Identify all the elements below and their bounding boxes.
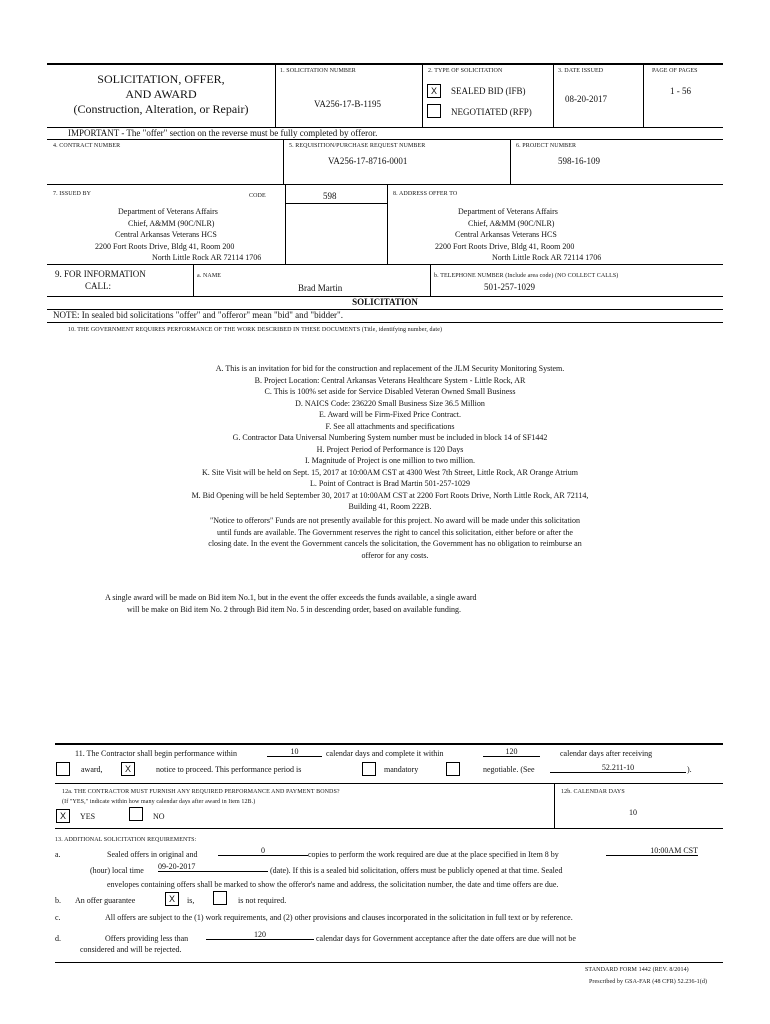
description-line: F. See all attachments and specifications	[325, 421, 455, 431]
address-line: North Little Rock AR 72114 1706	[492, 253, 602, 262]
solicitation-number-value[interactable]: VA256-17-B-1195	[314, 99, 381, 109]
divider	[387, 184, 388, 264]
negotiated-label: NEGOTIATED (RFP)	[451, 107, 532, 117]
calendar-days-label: 12b. CALENDAR DAYS	[561, 789, 625, 795]
title-line: AND AWARD	[125, 87, 197, 101]
rule	[47, 322, 723, 323]
rule	[55, 828, 723, 829]
description-line: M. Bid Opening will be held September 30, 2017 at 10:00AM CST at 2200 Fort Roots Drive, North Little Rock, AR 72114,	[191, 490, 589, 500]
rule	[55, 743, 723, 745]
date-issued-label: 3. DATE ISSUED	[558, 68, 604, 74]
yes-label: YES	[80, 812, 96, 821]
contract-number-label: 4. CONTRACT NUMBER	[53, 143, 121, 149]
divider	[283, 139, 284, 184]
for-information-label	[55, 268, 146, 292]
address-line: Department of Veterans Affairs	[458, 207, 558, 216]
rule	[47, 264, 723, 265]
solicitation-number-label: 1. SOLICITATION NUMBER	[280, 68, 356, 74]
notice-to-proceed-checkbox[interactable]: X	[121, 762, 135, 776]
complete-days-value[interactable]: 120	[483, 747, 540, 757]
start-days-value[interactable]: 10	[267, 747, 322, 757]
item-b-is: is,	[187, 896, 195, 905]
address-offer-to	[435, 206, 665, 264]
item-a-text5: envelopes containing offers shall be marked to show the offeror's name and address, the solicitation number, the date and time offers are due.	[107, 880, 559, 889]
issued-by-address	[95, 206, 295, 264]
description-line: B. Project Location: Central Arkansas Veterans Healthcare System - Little Rock, AR	[254, 375, 526, 385]
address-line: 2200 Fort Roots Drive, Bldg 41, Room 200	[95, 241, 235, 251]
item-a-text2: copies to perform the work required are due at the place specified in Item 8 by	[308, 850, 559, 859]
project-number-label: 6. PROJECT NUMBER	[516, 143, 577, 149]
no-label: NO	[153, 812, 165, 821]
address-offer-to-label: 8. ADDRESS OFFER TO	[393, 191, 458, 197]
top-border	[47, 63, 723, 65]
notice-line: until funds are available. The Government reserves the right to cancel this solicitation, either before or after the	[217, 527, 573, 537]
calendar-days-value[interactable]: 10	[629, 808, 637, 817]
description-line: C. This is 100% set aside for Service Disabled Veteran Owned Small Business	[264, 387, 516, 396]
sealed-bid-note: NOTE: In sealed bid solicitations "offer" and "offeror" mean "bid" and "bidder".	[53, 310, 343, 320]
description-line: K. Site Visit will be held on Sept. 15, 2017 at 10:00AM CST at 4300 West 7th Street, Little Rock, AR Orange Atrium	[202, 467, 578, 477]
item-b-text1: An offer guarantee	[75, 896, 136, 905]
page-of-pages-label: PAGE OF PAGES	[652, 68, 698, 74]
requisition-number-value[interactable]: VA256-17-8716-0001	[328, 156, 408, 166]
label-line: CALL:	[85, 281, 111, 291]
award-label: award,	[81, 765, 103, 774]
award-line: A single award will be made on Bid item No.1, but in the event the offer exceeds the funds available, a single award	[105, 593, 477, 602]
rule	[55, 962, 723, 963]
requisition-number-label: 5. REQUISITION/PURCHASE REQUEST NUMBER	[289, 143, 426, 149]
notice-to-offerors	[130, 515, 660, 561]
guarantee-is-checkbox[interactable]: X	[165, 892, 179, 906]
description-line: L. Point of Contract is Brad Martin 501-257-1029	[310, 479, 470, 488]
bonds-yes-checkbox[interactable]: X	[56, 809, 70, 823]
notice-line: closing date. In the event the Government cancels the solicitation, the Government has no obligation to reimburse an	[208, 539, 582, 548]
divider	[643, 63, 644, 128]
item-a-text4: (date). If this is a sealed bid solicitation, offers must be publicly opened at that time. Sealed	[270, 866, 563, 875]
address-line: Central Arkansas Veterans HCS	[455, 230, 557, 239]
code-value[interactable]: 598	[323, 191, 337, 201]
due-time-value[interactable]: 10:00AM CST	[606, 846, 698, 856]
item-d-text2: calendar days for Government acceptance after the date offers are due will not be	[316, 934, 576, 943]
negotiated-checkbox[interactable]	[427, 104, 441, 118]
sealed-bid-label: SEALED BID (IFB)	[451, 86, 526, 96]
address-line: Central Arkansas Veterans HCS	[115, 230, 217, 239]
name-label: a. NAME	[197, 273, 222, 279]
item-c-text: All offers are subject to the (1) work requirements, and (2) other provisions and clauses incorporated in the solicitation in full text or by reference.	[105, 913, 573, 922]
divider	[510, 139, 511, 184]
project-number-value[interactable]: 598-16-109	[558, 156, 600, 166]
bonds-label: 12a. THE CONTRACTOR MUST FURNISH ANY REQUIRED PERFORMANCE AND PAYMENT BONDS?	[62, 789, 340, 795]
description-line: H. Project Period of Performance is 120 Days	[316, 444, 464, 454]
description-line: D. NAICS Code: 236220 Small Business Size 36.5 Million	[295, 398, 485, 408]
guarantee-is-not-checkbox[interactable]	[213, 891, 227, 905]
address-line: Chief, A&MM (90C/NLR)	[128, 218, 215, 228]
prescribed-by: Prescribed by GSA-FAR (48 CFR) 52.236-1(d)	[589, 979, 708, 985]
description-line: I. Magnitude of Project is one million to two million.	[305, 456, 475, 465]
item-d-text3: considered and will be rejected.	[80, 945, 182, 954]
additional-requirements-label: 13. ADDITIONAL SOLICITATION REQUIREMENTS:	[55, 837, 197, 843]
description-line: G. Contractor Data Universal Numbering System number must be included in block 14 of SF1442	[232, 433, 548, 442]
divider	[275, 63, 276, 128]
divider	[193, 264, 194, 296]
telephone-value[interactable]: 501-257-1029	[484, 282, 535, 292]
divider	[553, 63, 554, 128]
item-a-text1: Sealed offers in original and	[107, 850, 198, 859]
rule	[47, 184, 723, 185]
due-date-value[interactable]: 09-20-2017	[158, 862, 268, 872]
item11-text1: 11. The Contractor shall begin performance within	[75, 749, 237, 758]
negotiable-checkbox[interactable]	[446, 762, 460, 776]
item-b-letter: b.	[55, 896, 61, 905]
award-checkbox[interactable]	[56, 762, 70, 776]
notice-to-proceed-label: notice to proceed. This performance period is	[156, 765, 302, 774]
solicitation-heading: SOLICITATION	[352, 297, 418, 307]
item-d-text1: Offers providing less than	[105, 934, 189, 943]
title-line: SOLICITATION, OFFER,	[97, 72, 225, 86]
code-label: CODE	[249, 193, 266, 199]
label-line: 9. FOR INFORMATION	[55, 269, 146, 279]
form-title	[47, 72, 275, 117]
item-a-letter: a.	[55, 850, 61, 859]
address-line: Department of Veterans Affairs	[118, 207, 218, 216]
divider	[554, 783, 555, 828]
copies-value[interactable]: 0	[218, 846, 308, 856]
telephone-label: b. TELEPHONE NUMBER (Include area code) (NO COLLECT CALLS)	[434, 273, 619, 279]
page-of-pages-value: 1 - 56	[670, 86, 691, 96]
rule	[285, 203, 387, 204]
divider	[430, 264, 431, 296]
contact-name[interactable]: Brad Martin	[298, 283, 343, 293]
notice-line: "Notice to offerors" Funds are not presently available for this project. No award will be made under this solicitation	[209, 516, 581, 525]
address-line: North Little Rock AR 72114 1706	[152, 253, 262, 262]
acceptance-days-value[interactable]: 120	[206, 930, 314, 940]
description-line: Building 41, Room 222B.	[348, 502, 432, 511]
award-statement	[105, 592, 665, 615]
item-d-letter: d.	[55, 934, 61, 943]
form-number: STANDARD FORM 1442 (REV. 8/2014)	[585, 967, 689, 973]
mandatory-checkbox[interactable]	[362, 762, 376, 776]
issued-by-label: 7. ISSUED BY	[53, 191, 92, 197]
description-line: A. This is an invitation for bid for the construction and replacement of the JLM Security Monitoring System.	[215, 364, 565, 373]
award-line: will be make on Bid item No. 2 through Bid item No. 5 in descending order, based on available funding.	[127, 604, 462, 614]
address-line: Chief, A&MM (90C/NLR)	[468, 218, 555, 228]
bonds-no-checkbox[interactable]	[129, 807, 143, 821]
item-c-letter: c.	[55, 913, 61, 922]
description-line: E. Award will be Firm-Fixed Price Contract.	[319, 410, 461, 419]
rule	[47, 139, 723, 140]
date-issued-value[interactable]: 08-20-2017	[565, 94, 607, 104]
type-of-solicitation-label: 2. TYPE OF SOLICITATION	[428, 68, 503, 74]
important-note: IMPORTANT - The "offer" section on the reverse must be fully completed by offeror.	[68, 128, 378, 138]
see-clause-end: ).	[687, 765, 692, 774]
mandatory-label: mandatory	[384, 765, 419, 774]
sealed-bid-checkbox[interactable]: X	[427, 84, 441, 98]
divider	[422, 63, 423, 128]
bonds-sub-label: (If "YES," indicate within how many calendar days after award in Item 12B.)	[62, 799, 256, 805]
negotiable-label: negotiable. (See	[483, 765, 535, 774]
title-line: (Construction, Alteration, or Repair)	[73, 102, 249, 116]
notice-line: offeror for any costs.	[361, 550, 429, 560]
address-line: 2200 Fort Roots Drive, Bldg 41, Room 200	[435, 241, 575, 251]
item11-text2: calendar days and complete it within	[326, 749, 444, 758]
item11-text3: calendar days after receiving	[560, 749, 653, 758]
item-b-text2: is not required.	[238, 896, 287, 905]
work-description-label: 10. THE GOVERNMENT REQUIRES PERFORMANCE OF THE WORK DESCRIBED IN THESE DOCUMENTS (Title, identifying number, date)	[68, 327, 443, 333]
item-a-text3: (hour) local time	[90, 866, 144, 875]
work-description	[100, 363, 680, 513]
see-clause-value[interactable]: 52.211-10	[550, 763, 686, 773]
rule	[55, 783, 723, 784]
